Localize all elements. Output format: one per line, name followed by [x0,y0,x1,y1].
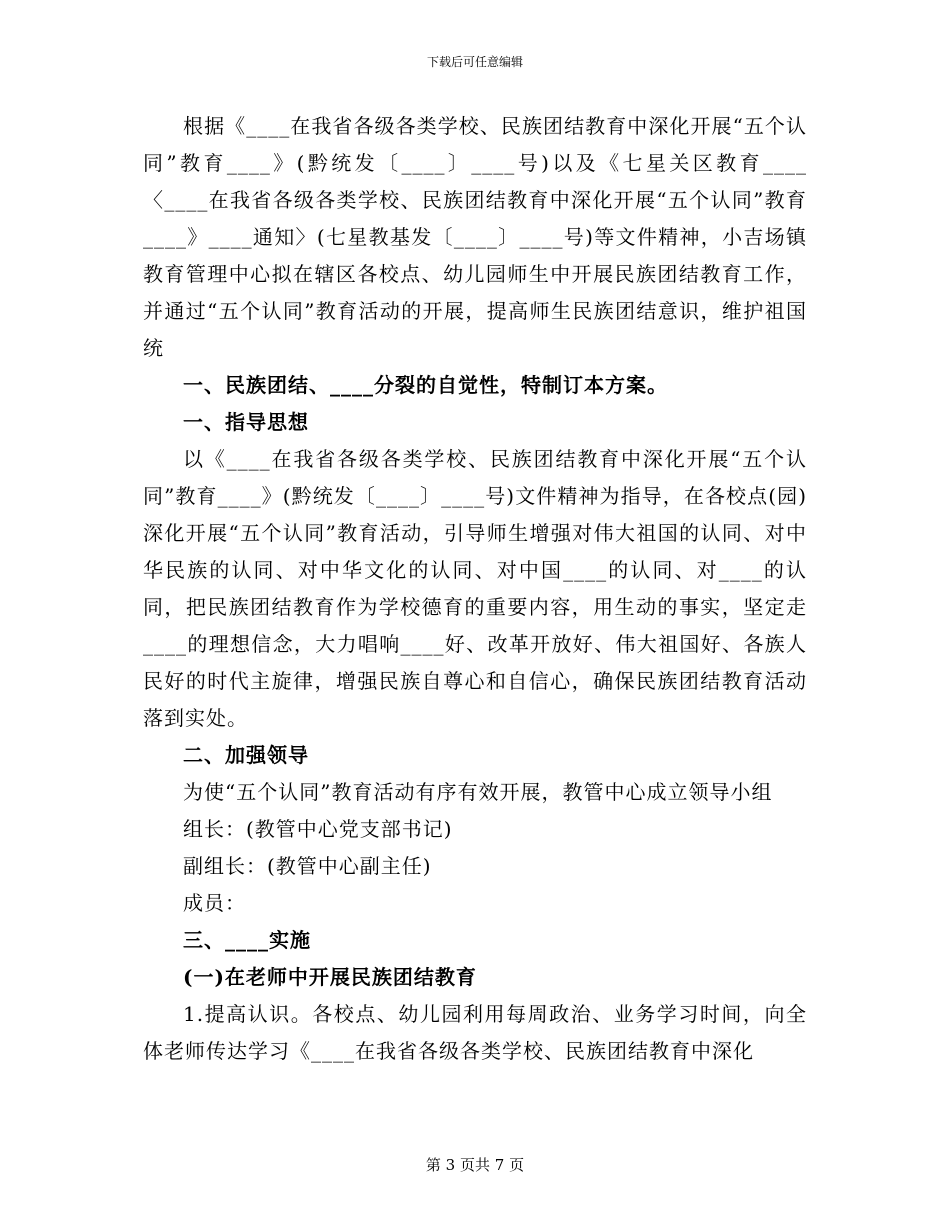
paragraph-leadership: 为使“五个认同”教育活动有序有效开展，教管中心成立领导小组 [183,780,773,804]
heading-implementation: 三、____实施 [183,928,311,952]
members-line: 成员： [183,891,246,915]
heading-guiding-ideology: 一、指导思想 [183,410,309,434]
heading-1-cont: 一、民族团结、____分裂的自觉性，特制订本方案。 [183,373,668,397]
paragraph-intro: 根据《____在我省各级各类学校、民族团结教育中深化开展“五个认同”教育____》(黔统发〔____〕____号)以及《七星关区教育____〈____在我省各级各类学校、民族团结教育中深化开展“五个认同”教育____》____通知〉(七星教基发〔____〕____号)等文件精神，小吉场镇教育管理中心拟在辖区各校点、幼儿园师生中开展民族团结教育工作，并通过“五个认同”教育活动的开展，提高师生民族团结意识，维护祖国统 [143,114,807,360]
paragraph-raise-awareness: 1.提高认识。各校点、幼儿园利用每周政治、业务学习时间，向全体老师传达学习《____在我省各级各类学校、民族团结教育中深化 [143,1002,807,1063]
page-footer: 第 3 页共 7 页 [425,1156,525,1174]
deputy-leader-line: 副组长：(教管中心副主任) [183,854,432,878]
heading-leadership: 二、加强领导 [183,743,309,767]
leader-line: 组长：(教管中心党支部书记) [183,817,453,841]
paragraph-guiding-ideology: 以《____在我省各级各类学校、民族团结教育中深化开展“五个认同”教育____》(黔统发〔____〕____号)文件精神为指导，在各校点(园)深化开展“五个认同”教育活动，引导师生增强对伟大祖国的认同、对中华民族的认同、对中华文化的认同、对中国____的认同、对____的认同，把民族团结教育作为学校德育的重要内容，用生动的事实，坚定走____的理想信念，大力唱响____好、改革开放好、伟大祖国好、各族人民好的时代主旋律，增强民族自尊心和自信心，确保民族团结教育活动落到实处。 [143,447,807,730]
subheading-teachers: (一)在老师中开展民族团结教育 [183,965,477,989]
document-body [143,108,807,1070]
page-header: 下载后可任意编辑 [426,55,523,69]
